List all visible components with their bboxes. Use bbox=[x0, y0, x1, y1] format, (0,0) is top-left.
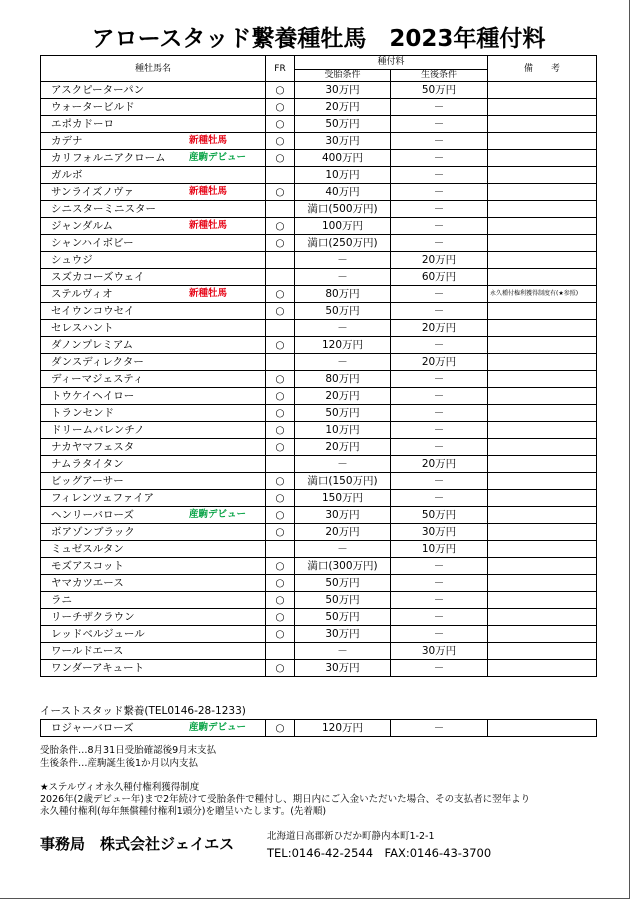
fr-mark: ○ bbox=[266, 116, 295, 133]
remarks-cell bbox=[488, 405, 597, 422]
remarks-cell bbox=[488, 473, 597, 490]
fee-live-foal: － bbox=[391, 150, 488, 167]
fee-live-foal: 20万円 bbox=[391, 354, 488, 371]
fee-live-foal: 50万円 bbox=[391, 507, 488, 524]
remarks-cell bbox=[488, 337, 597, 354]
note-conception: 受胎条件…8月31日受胎確認後9月末支払 bbox=[40, 745, 217, 756]
stallion-name-cell bbox=[41, 116, 266, 133]
remarks-cell bbox=[488, 235, 597, 252]
office-name: 事務局 株式会社ジェイエス bbox=[40, 835, 235, 853]
fr-mark: ○ bbox=[266, 626, 295, 643]
fee-live-foal: － bbox=[391, 388, 488, 405]
fr-mark: ○ bbox=[266, 524, 295, 541]
new-sire-badge: 新種牡馬 bbox=[189, 288, 228, 299]
table-row bbox=[41, 286, 597, 303]
fr-mark: ○ bbox=[266, 388, 295, 405]
fee-conception: 30万円 bbox=[295, 82, 391, 99]
remarks-cell bbox=[488, 541, 597, 558]
fee-conception: － bbox=[295, 252, 391, 269]
fr-mark: ○ bbox=[266, 422, 295, 439]
stallion-name-cell bbox=[41, 660, 266, 677]
stallion-name: ラニ bbox=[51, 594, 72, 606]
fee-conception: 50万円 bbox=[295, 592, 391, 609]
table-row bbox=[41, 541, 597, 558]
fr-mark bbox=[266, 167, 295, 184]
stallion-name-cell bbox=[41, 99, 266, 116]
table-row bbox=[41, 218, 597, 235]
stallion-name-cell bbox=[41, 405, 266, 422]
fr-mark: ○ bbox=[266, 150, 295, 167]
fee-conception: 100万円 bbox=[295, 218, 391, 235]
stallion-name-cell bbox=[41, 490, 266, 507]
stallion-name: トランセンド bbox=[51, 407, 114, 419]
fee-conception: 満口(250万円) bbox=[295, 235, 391, 252]
header-fee-live-foal: 生後条件 bbox=[391, 70, 488, 82]
table-row bbox=[41, 643, 597, 660]
stallion-name: シュウジ bbox=[51, 254, 93, 266]
stallion-name-cell bbox=[41, 541, 266, 558]
fee-live-foal: 30万円 bbox=[391, 643, 488, 660]
stallion-name: カデナ bbox=[51, 135, 83, 147]
fr-mark: ○ bbox=[266, 303, 295, 320]
page-title: アロースタッド繋養種牡馬 2023年種付料 bbox=[91, 26, 546, 52]
stallion-fee-table bbox=[40, 55, 597, 677]
stallion-name-cell bbox=[41, 720, 266, 737]
stallion-rows bbox=[41, 82, 597, 677]
fr-mark bbox=[266, 643, 295, 660]
remarks-cell bbox=[488, 133, 597, 150]
fee-conception: 50万円 bbox=[295, 116, 391, 133]
stallion-name-cell bbox=[41, 388, 266, 405]
fee-conception: 50万円 bbox=[295, 575, 391, 592]
stallion-name-cell bbox=[41, 626, 266, 643]
fee-live-foal: － bbox=[391, 337, 488, 354]
fee-conception: － bbox=[295, 456, 391, 473]
fee-conception: 満口(300万円) bbox=[295, 558, 391, 575]
fee-conception: 満口(150万円) bbox=[295, 473, 391, 490]
stallion-name: ヤマカツエース bbox=[51, 577, 124, 589]
remarks-cell bbox=[488, 303, 597, 320]
remarks-cell bbox=[488, 388, 597, 405]
note-stelvio-line1: 2026年(2歳デビュー年)まで2年続けて受胎条件で種付し、期日内にご入金いただいた場合、その支払者に翌年より bbox=[40, 794, 531, 805]
remarks-cell bbox=[488, 201, 597, 218]
east-stud-title: イーストスタッド繋養(TEL0146-28-1233) bbox=[40, 705, 246, 717]
fr-mark: ○ bbox=[266, 286, 295, 303]
table-row bbox=[41, 167, 597, 184]
fee-live-foal: 20万円 bbox=[391, 320, 488, 337]
debut-badge: 産駒デビュー bbox=[189, 722, 247, 733]
fee-live-foal: － bbox=[391, 720, 488, 737]
remarks-cell: 永久種付権利獲得制度有(★参照) bbox=[488, 286, 597, 303]
stallion-name-cell bbox=[41, 575, 266, 592]
header-fee-group: 種付料 bbox=[295, 56, 488, 70]
fr-mark bbox=[266, 541, 295, 558]
fee-live-foal: － bbox=[391, 592, 488, 609]
fee-live-foal: － bbox=[391, 405, 488, 422]
header-remarks: 備 考 bbox=[488, 56, 597, 82]
note-stelvio-line2: 永久種付権利(毎年無償種付権利1頭分)を贈呈いたします。(先着順) bbox=[40, 806, 327, 817]
fee-conception: 30万円 bbox=[295, 133, 391, 150]
debut-badge: 産駒デビュー bbox=[189, 509, 247, 520]
fee-live-foal: － bbox=[391, 303, 488, 320]
stallion-name: ボアゾンブラック bbox=[51, 526, 135, 538]
remarks-cell bbox=[488, 609, 597, 626]
fr-mark: ○ bbox=[266, 405, 295, 422]
east-stud-table bbox=[40, 719, 597, 737]
fee-live-foal: 10万円 bbox=[391, 541, 488, 558]
stallion-name-cell bbox=[41, 507, 266, 524]
remarks-cell bbox=[488, 524, 597, 541]
table-row bbox=[41, 507, 597, 524]
remarks-cell bbox=[488, 99, 597, 116]
table-row bbox=[41, 660, 597, 677]
fr-mark: ○ bbox=[266, 439, 295, 456]
stallion-name-cell bbox=[41, 609, 266, 626]
stallion-name-cell bbox=[41, 422, 266, 439]
table-row bbox=[41, 422, 597, 439]
fee-conception: 10万円 bbox=[295, 167, 391, 184]
fee-live-foal: － bbox=[391, 286, 488, 303]
stallion-name: ステルヴィオ bbox=[51, 288, 113, 300]
fee-live-foal: － bbox=[391, 609, 488, 626]
stallion-name-cell bbox=[41, 82, 266, 99]
fee-conception: 80万円 bbox=[295, 286, 391, 303]
remarks-cell bbox=[488, 507, 597, 524]
remarks-cell bbox=[488, 422, 597, 439]
stallion-name-cell bbox=[41, 201, 266, 218]
stallion-name-cell bbox=[41, 320, 266, 337]
fr-mark: ○ bbox=[266, 133, 295, 150]
debut-badge: 産駒デビュー bbox=[189, 152, 247, 163]
fee-conception: 40万円 bbox=[295, 184, 391, 201]
fee-live-foal: － bbox=[391, 490, 488, 507]
table-row bbox=[41, 235, 597, 252]
table-row bbox=[41, 456, 597, 473]
remarks-cell bbox=[488, 490, 597, 507]
stallion-name: ダンスディレクター bbox=[51, 356, 144, 368]
table-row bbox=[41, 269, 597, 286]
fee-live-foal: － bbox=[391, 558, 488, 575]
stallion-name-cell bbox=[41, 558, 266, 575]
fr-mark: ○ bbox=[266, 575, 295, 592]
stallion-name: ワールドエース bbox=[51, 645, 124, 657]
header-fee-conception: 受胎条件 bbox=[295, 70, 391, 82]
stallion-name: ジャンダルム bbox=[51, 220, 113, 232]
remarks-cell bbox=[488, 354, 597, 371]
fee-live-foal: － bbox=[391, 116, 488, 133]
table-row bbox=[41, 252, 597, 269]
fee-conception: 20万円 bbox=[295, 439, 391, 456]
fr-mark: ○ bbox=[266, 592, 295, 609]
fee-conception: 50万円 bbox=[295, 405, 391, 422]
remarks-cell bbox=[488, 439, 597, 456]
remarks-cell bbox=[488, 456, 597, 473]
stallion-name: ナムラタイタン bbox=[51, 458, 124, 470]
table-row bbox=[41, 388, 597, 405]
table-row bbox=[41, 575, 597, 592]
stallion-name: アスクピーターパン bbox=[51, 84, 145, 96]
remarks-cell bbox=[488, 167, 597, 184]
table-row bbox=[41, 490, 597, 507]
table-row bbox=[41, 303, 597, 320]
fee-live-foal: － bbox=[391, 439, 488, 456]
table-row bbox=[41, 150, 597, 167]
stallion-name: シニスターミニスター bbox=[51, 203, 156, 215]
table-row bbox=[41, 133, 597, 150]
fr-mark bbox=[266, 354, 295, 371]
fr-mark bbox=[266, 269, 295, 286]
stallion-name: フィレンツェファイア bbox=[51, 492, 154, 504]
stallion-name: レッドベルジュール bbox=[51, 628, 145, 640]
remarks-cell bbox=[488, 218, 597, 235]
fr-mark bbox=[266, 456, 295, 473]
fee-live-foal: － bbox=[391, 201, 488, 218]
remarks-cell bbox=[488, 575, 597, 592]
stallion-name-cell bbox=[41, 439, 266, 456]
fr-mark: ○ bbox=[266, 490, 295, 507]
fee-conception: 50万円 bbox=[295, 303, 391, 320]
table-row bbox=[41, 82, 597, 99]
remarks-cell bbox=[488, 184, 597, 201]
fee-conception: 30万円 bbox=[295, 507, 391, 524]
stallion-name-cell bbox=[41, 592, 266, 609]
stallion-name: ミュゼスルタン bbox=[51, 543, 124, 555]
stallion-name: ビッグアーサー bbox=[51, 475, 124, 487]
new-sire-badge: 新種牡馬 bbox=[189, 220, 228, 231]
stallion-name-cell bbox=[41, 218, 266, 235]
fr-mark: ○ bbox=[266, 99, 295, 116]
remarks-cell bbox=[488, 150, 597, 167]
fr-mark: ○ bbox=[266, 609, 295, 626]
office-phone: TEL:0146-42-2544 FAX:0146-43-3700 bbox=[267, 846, 492, 860]
fr-mark: ○ bbox=[266, 218, 295, 235]
note-live-foal: 生後条件…産駒誕生後1か月以内支払 bbox=[40, 758, 199, 769]
fee-live-foal: 50万円 bbox=[391, 82, 488, 99]
office-address: 北海道日高郡新ひだか町静内本町1-2-1 bbox=[267, 831, 435, 842]
remarks-cell bbox=[488, 720, 597, 737]
table-row bbox=[41, 558, 597, 575]
stallion-name-cell bbox=[41, 150, 266, 167]
remarks-cell bbox=[488, 82, 597, 99]
stallion-name-cell bbox=[41, 133, 266, 150]
fee-conception: 30万円 bbox=[295, 626, 391, 643]
stallion-name: ヘンリーバローズ bbox=[51, 509, 134, 521]
stallion-name-cell bbox=[41, 524, 266, 541]
table-row bbox=[41, 184, 597, 201]
fr-mark: ○ bbox=[266, 720, 295, 737]
stallion-name-cell bbox=[41, 371, 266, 388]
fee-live-foal: － bbox=[391, 218, 488, 235]
table-row bbox=[41, 354, 597, 371]
remarks-cell bbox=[488, 252, 597, 269]
table-row bbox=[41, 320, 597, 337]
new-sire-badge: 新種牡馬 bbox=[189, 135, 228, 146]
stallion-name: リーチザクラウン bbox=[51, 611, 135, 623]
table-row bbox=[41, 524, 597, 541]
table-row bbox=[41, 609, 597, 626]
fee-conception: 120万円 bbox=[295, 337, 391, 354]
stallion-name: セイウンコウセイ bbox=[51, 305, 135, 317]
fr-mark: ○ bbox=[266, 82, 295, 99]
fee-conception: － bbox=[295, 320, 391, 337]
table-row bbox=[41, 201, 597, 218]
fee-live-foal: － bbox=[391, 473, 488, 490]
remarks-cell bbox=[488, 269, 597, 286]
stallion-name-cell bbox=[41, 269, 266, 286]
stallion-name: サンライズノヴァ bbox=[51, 186, 134, 198]
fr-mark: ○ bbox=[266, 473, 295, 490]
fr-mark bbox=[266, 201, 295, 218]
fr-mark: ○ bbox=[266, 235, 295, 252]
stallion-name: ディーマジェスティ bbox=[51, 373, 144, 385]
stallion-name: モズアスコット bbox=[51, 560, 124, 572]
fee-live-foal: － bbox=[391, 133, 488, 150]
fee-live-foal: － bbox=[391, 575, 488, 592]
fee-conception: － bbox=[295, 643, 391, 660]
table-row bbox=[41, 337, 597, 354]
stallion-name: カリフォルニアクローム bbox=[51, 152, 166, 164]
stallion-name-cell bbox=[41, 456, 266, 473]
fee-live-foal: － bbox=[391, 371, 488, 388]
table-row bbox=[41, 473, 597, 490]
stallion-name-cell bbox=[41, 286, 266, 303]
remarks-cell bbox=[488, 626, 597, 643]
stallion-name-cell bbox=[41, 473, 266, 490]
stallion-name: ワンダーアキュート bbox=[51, 662, 145, 674]
fee-live-foal: 20万円 bbox=[391, 252, 488, 269]
fee-live-foal: － bbox=[391, 626, 488, 643]
fr-mark: ○ bbox=[266, 371, 295, 388]
fee-conception: － bbox=[295, 269, 391, 286]
fee-live-foal: － bbox=[391, 184, 488, 201]
remarks-cell bbox=[488, 643, 597, 660]
header-stallion-name: 種牡馬名 bbox=[41, 56, 266, 82]
fee-conception: 満口(500万円) bbox=[295, 201, 391, 218]
fr-mark: ○ bbox=[266, 337, 295, 354]
table-row bbox=[41, 592, 597, 609]
fee-conception: － bbox=[295, 354, 391, 371]
fee-conception: － bbox=[295, 541, 391, 558]
stallion-name-cell bbox=[41, 252, 266, 269]
table-row bbox=[41, 405, 597, 422]
stallion-name-cell bbox=[41, 167, 266, 184]
note-stelvio-title: ★ステルヴィオ永久種付権利獲得制度 bbox=[40, 782, 200, 793]
fr-mark bbox=[266, 320, 295, 337]
fee-conception: 10万円 bbox=[295, 422, 391, 439]
header-fr: FR bbox=[266, 56, 295, 82]
fee-live-foal: － bbox=[391, 167, 488, 184]
fr-mark bbox=[266, 252, 295, 269]
stallion-name: ダノンプレミアム bbox=[51, 339, 134, 351]
remarks-cell bbox=[488, 660, 597, 677]
table-row bbox=[41, 626, 597, 643]
remarks-cell bbox=[488, 116, 597, 133]
fee-live-foal: 20万円 bbox=[391, 456, 488, 473]
fee-conception: 20万円 bbox=[295, 99, 391, 116]
fee-live-foal: － bbox=[391, 235, 488, 252]
stallion-name: ドリームバレンチノ bbox=[51, 424, 145, 436]
fee-live-foal: － bbox=[391, 99, 488, 116]
fee-live-foal: － bbox=[391, 422, 488, 439]
fee-conception: 30万円 bbox=[295, 660, 391, 677]
fr-mark: ○ bbox=[266, 558, 295, 575]
fee-live-foal: － bbox=[391, 660, 488, 677]
stallion-name: ロジャーバローズ bbox=[51, 722, 134, 734]
remarks-cell bbox=[488, 558, 597, 575]
remarks-cell bbox=[488, 371, 597, 388]
fee-conception: 120万円 bbox=[295, 720, 391, 737]
fr-mark: ○ bbox=[266, 660, 295, 677]
fee-conception: 80万円 bbox=[295, 371, 391, 388]
stallion-name-cell bbox=[41, 235, 266, 252]
fee-conception: 150万円 bbox=[295, 490, 391, 507]
stallion-name: セレスハント bbox=[51, 322, 114, 334]
fee-conception: 20万円 bbox=[295, 524, 391, 541]
new-sire-badge: 新種牡馬 bbox=[189, 186, 228, 197]
stallion-name-cell bbox=[41, 337, 266, 354]
remarks-cell bbox=[488, 592, 597, 609]
fr-mark: ○ bbox=[266, 507, 295, 524]
table-row bbox=[41, 720, 597, 737]
fr-mark: ○ bbox=[266, 184, 295, 201]
east-stud-rows bbox=[41, 720, 597, 737]
fee-live-foal: 30万円 bbox=[391, 524, 488, 541]
stallion-name-cell bbox=[41, 643, 266, 660]
table-row bbox=[41, 116, 597, 133]
remarks-cell bbox=[488, 320, 597, 337]
fee-conception: 400万円 bbox=[295, 150, 391, 167]
stallion-name: トウケイヘイロー bbox=[51, 390, 135, 402]
stallion-name-cell bbox=[41, 354, 266, 371]
stallion-name-cell bbox=[41, 303, 266, 320]
stallion-name: ウォータービルド bbox=[51, 101, 135, 113]
stallion-name: ナカヤマフェスタ bbox=[51, 441, 135, 453]
stallion-name-cell bbox=[41, 184, 266, 201]
table-row bbox=[41, 371, 597, 388]
stallion-name: ガルボ bbox=[51, 169, 83, 181]
fee-conception: 50万円 bbox=[295, 609, 391, 626]
table-row bbox=[41, 99, 597, 116]
stallion-name: エポカドーロ bbox=[51, 118, 114, 130]
stallion-name: スズカコーズウェイ bbox=[51, 271, 145, 283]
fee-conception: 20万円 bbox=[295, 388, 391, 405]
fee-live-foal: 60万円 bbox=[391, 269, 488, 286]
table-row bbox=[41, 439, 597, 456]
stallion-name: シャンハイボビー bbox=[51, 237, 134, 249]
